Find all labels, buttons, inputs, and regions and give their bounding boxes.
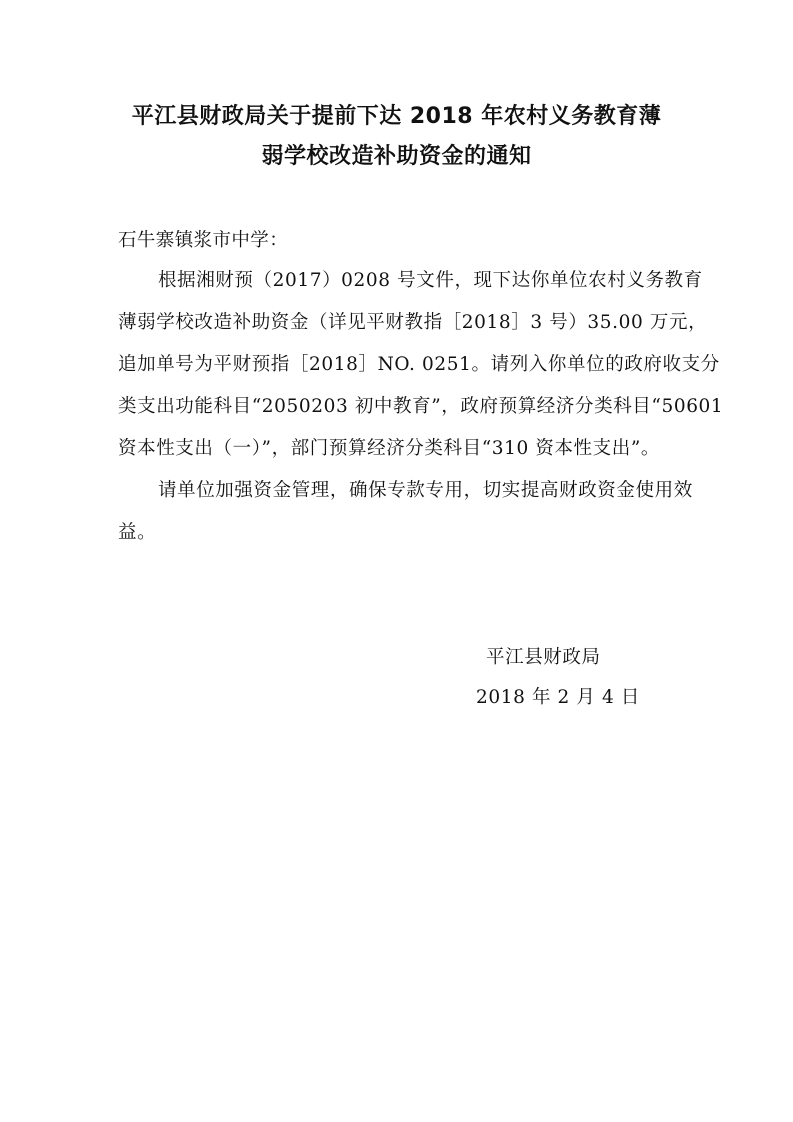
document-title-line-1: 平江县财政局关于提前下达 2018 年农村义务教育薄	[131, 104, 662, 129]
salutation: 石牛寨镇浆市中学：	[118, 230, 289, 251]
signature-organization: 平江县财政局	[486, 647, 601, 668]
document-title-line-2: 弱学校改造补助资金的通知	[261, 144, 532, 169]
body-line-4: 类支出功能科目“2050203 初中教育”，政府预算经济分类科目“50601	[118, 396, 724, 417]
body-line-1: 根据湘财预（2017）0208 号文件，现下达你单位农村义务教育	[158, 270, 703, 291]
body-line-7: 益。	[118, 522, 157, 543]
body-line-5: 资本性支出（一）”，部门预算经济分类科目“310 资本性支出”。	[118, 438, 661, 459]
body-line-2: 薄弱学校改造补助资金（详见平财教指［2018］3 号）35.00 万元，	[118, 312, 708, 333]
signature-date: 2018 年 2 月 4 日	[476, 687, 640, 708]
body-line-3: 追加单号为平财预指［2018］NO. 0251。请列入你单位的政府收支分	[118, 354, 720, 375]
body-line-6: 请单位加强资金管理，确保专款专用，切实提高财政资金使用效	[158, 480, 693, 501]
